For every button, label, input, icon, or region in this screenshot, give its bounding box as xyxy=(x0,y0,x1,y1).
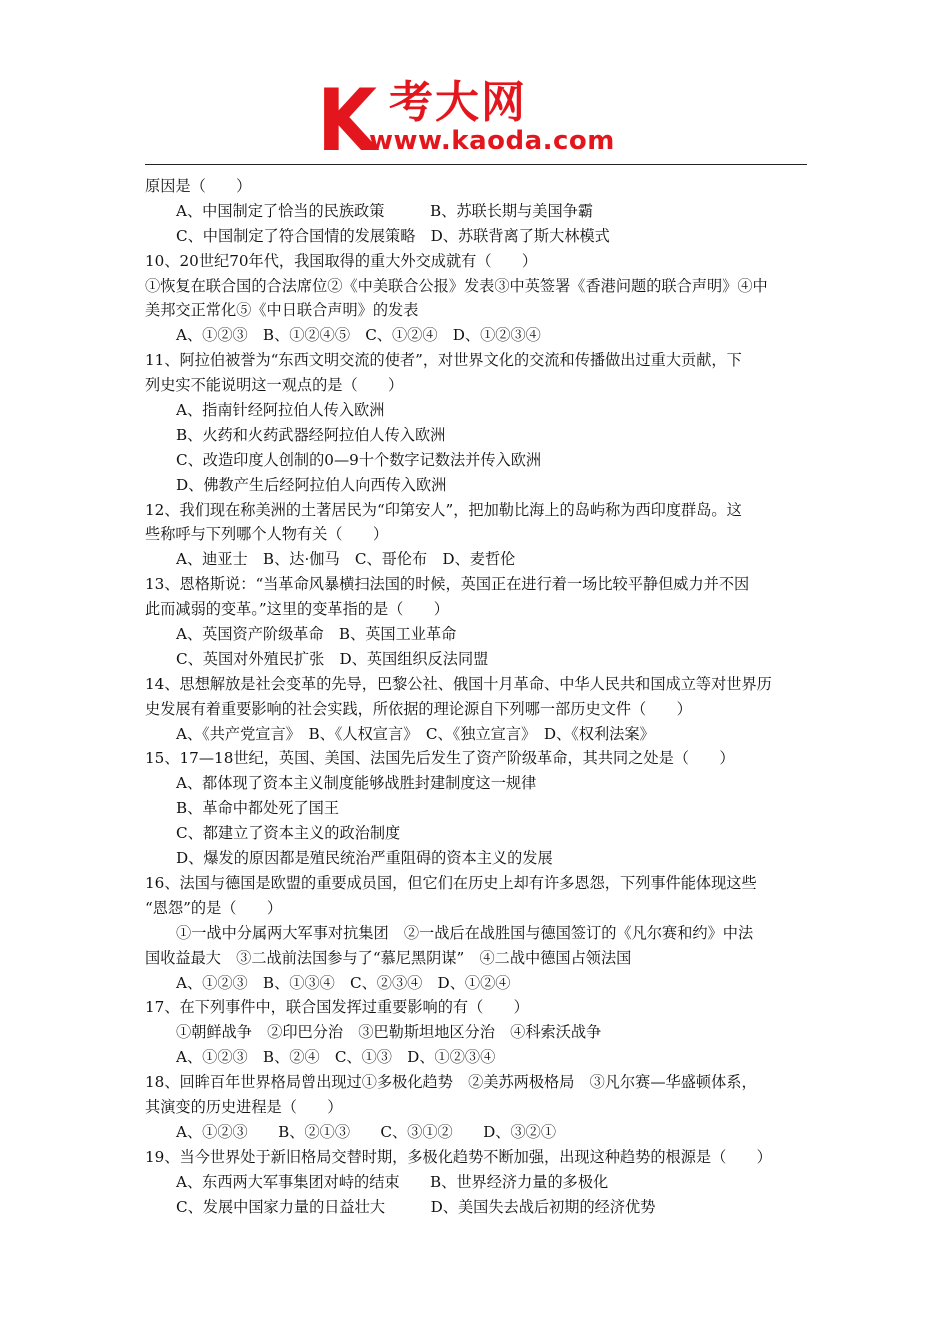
text-line: B、火药和火药武器经阿拉伯人传入欧洲 xyxy=(176,425,446,444)
text-line: A、①②③ B、①②④⑤ C、①②④ D、①②③④ xyxy=(176,326,541,345)
text-line: A、中国制定了恰当的民族政策 B、苏联长期与美国争霸 xyxy=(176,201,594,220)
text-line: 原因是（ ） xyxy=(145,177,252,195)
text-line: 14、思想解放是社会变革的先导，巴黎公社、俄国十月革命、中华人民共和国成立等对世界历 xyxy=(145,674,772,693)
text-line: A、都体现了资本主义制度能够战胜封建制度这一规律 xyxy=(176,774,537,793)
text-line: A、①②③ B、②④ C、①③ D、①②③④ xyxy=(176,1048,496,1067)
logo-k-mark: K xyxy=(317,71,377,171)
page-header xyxy=(0,0,950,170)
text-line: A、①②③ B、②①③ C、③①② D、③②① xyxy=(176,1122,557,1141)
text-line: 些称呼与下列哪个人物有关（ ） xyxy=(145,525,388,544)
text-line: A、东西两大军事集团对峙的结束 B、世界经济力量的多极化 xyxy=(176,1172,609,1191)
text-line: 11、阿拉伯被誉为“东西文明交流的使者”，对世界文化的交流和传播做出过重大贡献，下 xyxy=(145,351,742,370)
logo-chinese-name: 考大网 xyxy=(389,77,527,128)
text-line: 17、在下列事件中，联合国发挥过重要影响的有（ ） xyxy=(145,998,529,1017)
text-line: 其演变的历史进程是（ ） xyxy=(145,1097,343,1116)
text-line: D、爆发的原因都是殖民统治严重阻碍的资本主义的发展 xyxy=(176,849,553,868)
text-line: A、英国资产阶级革命 B、英国工业革命 xyxy=(176,625,457,644)
text-line: 13、恩格斯说：“当革命风暴横扫法国的时候，英国正在进行着一场比较平静但威力并不因 xyxy=(145,575,750,594)
text-line: B、革命中都处死了国王 xyxy=(176,799,340,818)
text-line: D、佛教产生后经阿拉伯人向西传入欧洲 xyxy=(176,475,447,494)
text-line: C、发展中国家力量的日益壮大 D、美国失去战后初期的经济优势 xyxy=(176,1197,656,1216)
header-divider xyxy=(145,164,807,165)
text-line: 列史实不能说明这一观点的是（ ） xyxy=(145,376,404,395)
text-line: ①一战中分属两大军事对抗集团 ②一战后在战胜国与德国签订的《凡尔赛和约》中法 xyxy=(176,923,754,942)
text-line: 10、20世纪70年代，我国取得的重大外交成就有（ ） xyxy=(145,251,538,270)
text-line: 16、法国与德国是欧盟的重要成员国，但它们在历史上却有许多恩怨，下列事件能体现这些 xyxy=(145,873,757,892)
text-line: A、①②③ B、①③④ C、②③④ D、①②④ xyxy=(176,973,511,992)
kaoda-logo xyxy=(317,71,647,171)
text-line: “恩怨”的是（ ） xyxy=(145,898,283,917)
text-line: C、英国对外殖民扩张 D、英国组织反法同盟 xyxy=(176,649,489,668)
text-line: A、《共产党宣言》 B、《人权宣言》 C、《独立宣言》 D、《权利法案》 xyxy=(176,724,655,743)
text-line: 19、当今世界处于新旧格局交替时期，多极化趋势不断加强，出现这种趋势的根源是（ ） xyxy=(145,1147,772,1166)
text-line: C、都建立了资本主义的政治制度 xyxy=(176,824,401,843)
text-line: C、中国制定了符合国情的发展策略 D、苏联背离了斯大林模式 xyxy=(176,226,610,245)
exam-content xyxy=(145,174,810,1219)
text-line: A、迪亚士 B、达·伽马 C、哥伦布 D、麦哲伦 xyxy=(176,550,516,569)
logo-url: www.kaoda.com xyxy=(369,126,615,156)
text-line: 史发展有着重要影响的社会实践，所依据的理论源自下列哪一部历史文件（ ） xyxy=(145,699,692,718)
text-line: ①朝鲜战争 ②印巴分治 ③巴勒斯坦地区分治 ④科索沃战争 xyxy=(176,1023,602,1042)
text-line: A、指南针经阿拉伯人传入欧洲 xyxy=(176,401,385,420)
text-line: 美邦交正常化⑤《中日联合声明》的发表 xyxy=(145,301,419,320)
text-line: 18、回眸百年世界格局曾出现过①多极化趋势 ②美苏两极格局 ③凡尔赛—华盛顿体系， xyxy=(145,1073,757,1092)
text-line: 国收益最大 ③二战前法国参与了“慕尼黑阴谋” ④二战中德国占领法国 xyxy=(145,948,632,967)
text-line: 此而减弱的变革。”这里的变革指的是（ ） xyxy=(145,600,449,619)
text-line: 15、17—18世纪，英国、美国、法国先后发生了资产阶级革命，其共同之处是（ ） xyxy=(145,749,735,768)
text-line: C、改造印度人创制的0—9十个数字记数法并传入欧洲 xyxy=(176,450,542,469)
text-line: ①恢复在联合国的合法席位②《中美联合公报》发表③中英签署《香港问题的联合声明》④中 xyxy=(145,276,768,295)
text-line: 12、我们现在称美洲的土著居民为“印第安人”，把加勒比海上的岛屿称为西印度群岛。这 xyxy=(145,500,742,519)
